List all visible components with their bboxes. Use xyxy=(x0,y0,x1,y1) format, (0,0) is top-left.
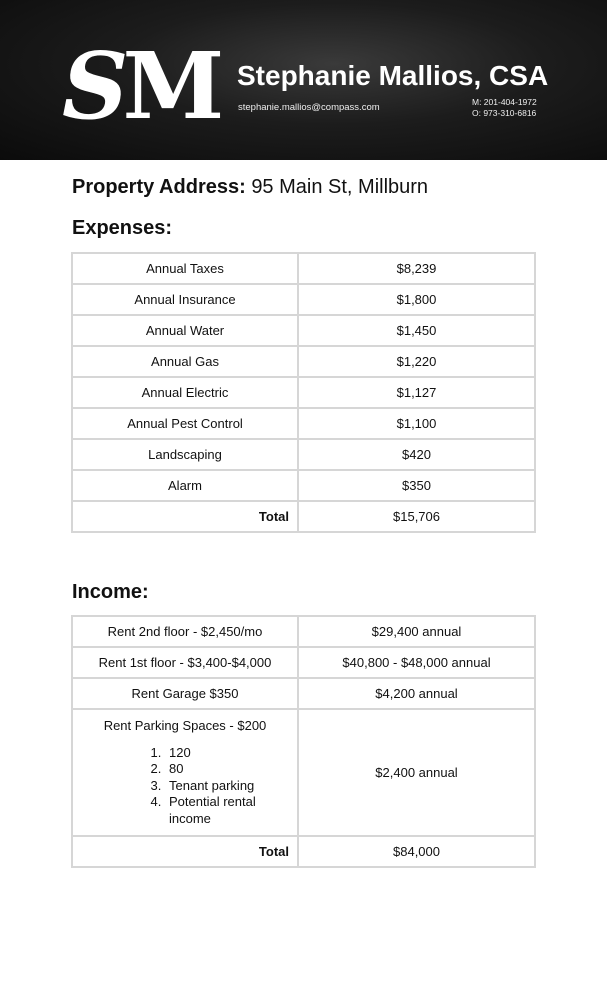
expense-amount: $1,800 xyxy=(298,284,535,315)
income-item: Rent 1st floor - $3,400-$4,000 xyxy=(72,647,298,678)
table-row xyxy=(72,253,535,284)
total-row xyxy=(72,501,535,532)
table-row xyxy=(72,616,535,647)
table-row xyxy=(72,377,535,408)
agent-email[interactable]: stephanie.mallios@compass.com xyxy=(238,102,380,113)
expense-item: Landscaping xyxy=(72,439,298,470)
table-row xyxy=(72,346,535,377)
expense-amount: $1,127 xyxy=(298,377,535,408)
parking-item xyxy=(72,709,298,836)
table-row xyxy=(72,709,535,836)
table-row xyxy=(72,647,535,678)
expense-amount: $1,220 xyxy=(298,346,535,377)
expense-item: Annual Pest Control xyxy=(72,408,298,439)
phone-mobile[interactable]: M: 201-404-1972 xyxy=(472,97,537,107)
header-banner xyxy=(0,0,607,160)
table-row xyxy=(72,439,535,470)
expense-item: Annual Water xyxy=(72,315,298,346)
property-address-label: Property Address: xyxy=(72,176,246,198)
income-total-label: Total xyxy=(72,836,298,867)
table-row xyxy=(72,315,535,346)
parking-amount: $2,400 annual xyxy=(298,709,535,836)
expense-item: Annual Taxes xyxy=(72,253,298,284)
expenses-total-value: $15,706 xyxy=(298,501,535,532)
parking-list xyxy=(79,745,291,828)
expense-amount: $8,239 xyxy=(298,253,535,284)
property-address-value: 95 Main St, Millburn xyxy=(251,176,429,198)
list-item: 2. 80 xyxy=(165,761,291,778)
expense-item: Annual Insurance xyxy=(72,284,298,315)
expense-item: Annual Electric xyxy=(72,377,298,408)
list-item: 3. Tenant parking xyxy=(165,778,291,795)
income-table xyxy=(71,615,536,868)
expense-amount: $420 xyxy=(298,439,535,470)
list-item: 1. 120 xyxy=(165,745,291,762)
total-row xyxy=(72,836,535,867)
list-item: 4. Potential rental income xyxy=(165,794,291,827)
expenses-table xyxy=(71,252,536,533)
table-row xyxy=(72,284,535,315)
income-amount: $40,800 - $48,000 annual xyxy=(298,647,535,678)
income-title: Income: xyxy=(72,581,149,603)
table-row xyxy=(72,408,535,439)
table-row xyxy=(72,678,535,709)
sm-logo: SM xyxy=(62,32,219,140)
income-item: Rent 2nd floor - $2,450/mo xyxy=(72,616,298,647)
table-row xyxy=(72,470,535,501)
expenses-title: Expenses: xyxy=(72,217,173,239)
expense-amount: $1,450 xyxy=(298,315,535,346)
expense-amount: $350 xyxy=(298,470,535,501)
parking-item-label: Rent Parking Spaces - $200 xyxy=(103,717,267,733)
expense-amount: $1,100 xyxy=(298,408,535,439)
income-amount: $4,200 annual xyxy=(298,678,535,709)
income-item: Rent Garage $350 xyxy=(72,678,298,709)
income-total-value: $84,000 xyxy=(298,836,535,867)
agent-name: Stephanie Mallios, CSA xyxy=(237,60,549,91)
agent-phones xyxy=(472,97,537,119)
expense-item: Alarm xyxy=(72,470,298,501)
property-address xyxy=(72,176,428,199)
expenses-total-label: Total xyxy=(72,501,298,532)
phone-office[interactable]: O: 973-310-6816 xyxy=(472,108,537,118)
expense-item: Annual Gas xyxy=(72,346,298,377)
income-amount: $29,400 annual xyxy=(298,616,535,647)
